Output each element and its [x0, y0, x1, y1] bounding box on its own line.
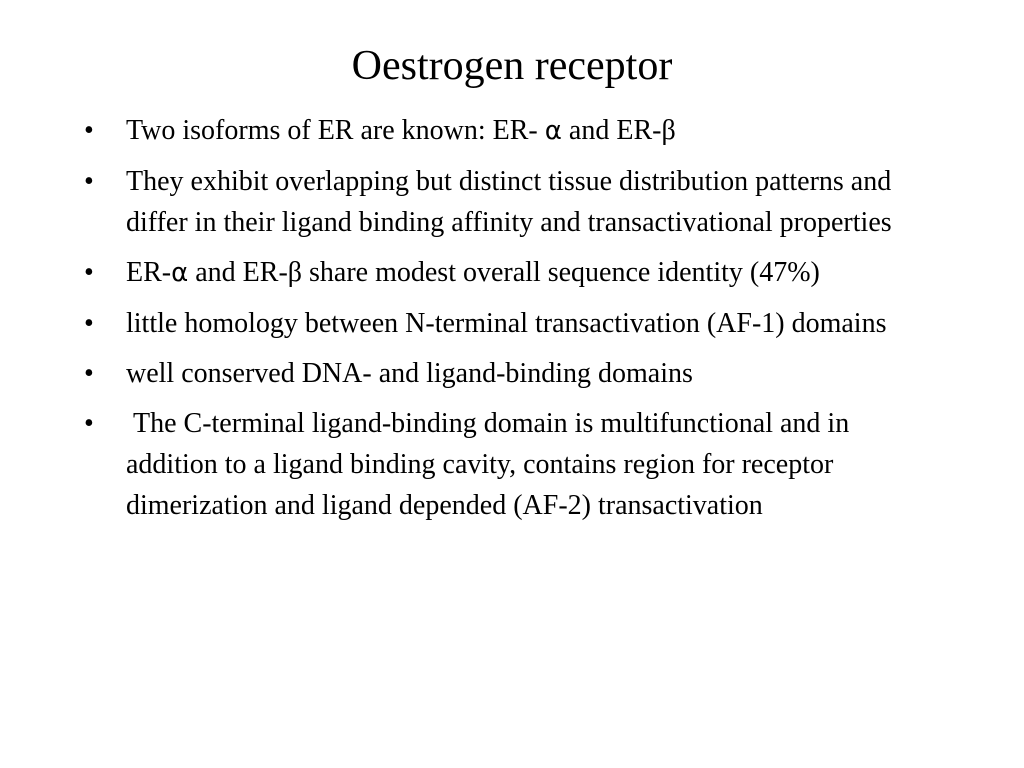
alpha-symbol: α: [544, 116, 562, 146]
bullet-text-part: Two isoforms of ER are known: ER-: [126, 115, 545, 146]
bullet-icon: •: [84, 115, 94, 146]
bullet-item-distribution: [84, 161, 944, 243]
bullet-text-part: and ER-β share modest overall sequence identity (47%): [188, 257, 820, 288]
bullet-item-c-terminal: [84, 403, 944, 526]
bullet-item-isoforms: [84, 110, 944, 152]
bullet-list: [84, 110, 944, 535]
bullet-icon: •: [84, 257, 94, 288]
bullet-text: well conserved DNA- and ligand-binding domains: [126, 358, 693, 389]
bullet-text-part: and ER-β: [561, 115, 676, 146]
bullet-text: The C-terminal ligand-binding domain is multifunctional and in addition to a ligand binding cavity, contains region for receptor dimerization and ligand depended (AF-2) transactivation: [126, 408, 857, 521]
bullet-icon: •: [84, 308, 94, 339]
bullet-item-sequence-identity: [84, 252, 944, 294]
slide-title: Oestrogen receptor: [351, 43, 673, 89]
bullet-icon: •: [84, 358, 94, 389]
alpha-symbol: α: [171, 258, 189, 288]
bullet-icon: •: [84, 408, 94, 439]
bullet-item-homology: [84, 303, 944, 344]
bullet-text: They exhibit overlapping but distinct tissue distribution patterns and differ in their ligand binding affinity and transactivational properties: [126, 166, 892, 238]
bullet-text: [126, 252, 944, 294]
bullet-item-conserved-domains: [84, 353, 944, 394]
bullet-text: [126, 110, 944, 152]
bullet-text-part: ER-: [126, 257, 172, 288]
bullet-icon: •: [84, 166, 94, 197]
bullet-text: little homology between N-terminal transactivation (AF-1) domains: [126, 308, 887, 339]
